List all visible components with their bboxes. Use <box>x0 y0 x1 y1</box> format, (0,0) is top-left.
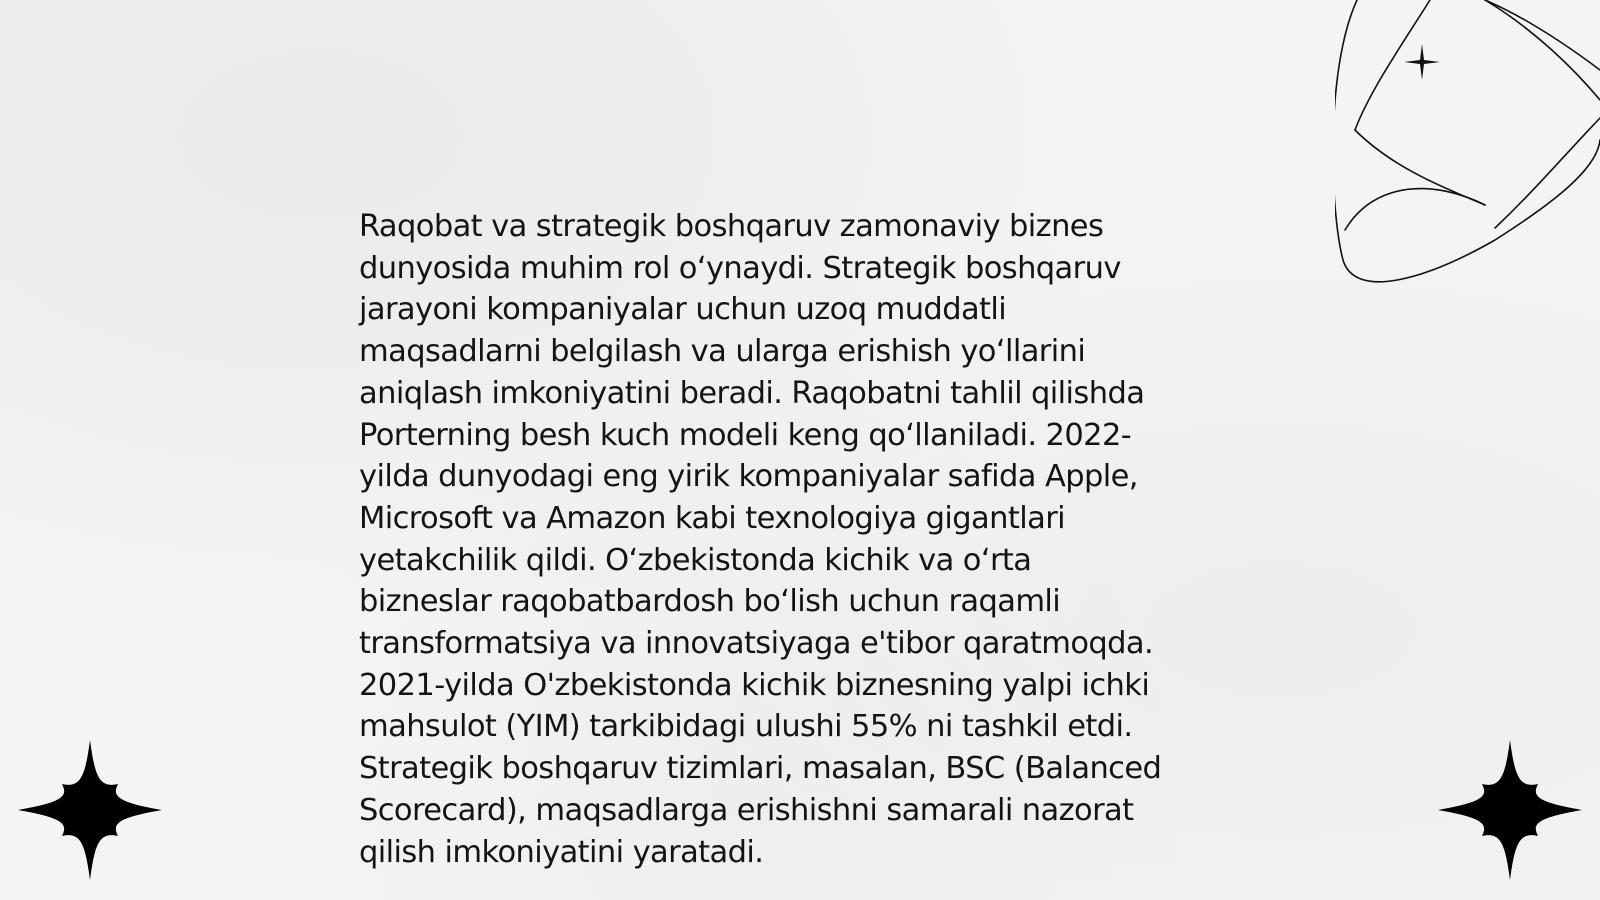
four-point-star-icon <box>1438 740 1582 880</box>
four-point-star-icon <box>18 740 162 880</box>
slide-body-paragraph: Raqobat va strategik boshqaruv zamonaviy biznes dunyosida muhim rol oʻynaydi. Strategik boshqaruv jarayoni kompaniyalar uchun uzoq muddatli maqsadlarni belgilash va ularga erishish yoʻllarini aniqlash imkoniyatini beradi. Raqobatni tahlil qilishda Porterning besh kuch modeli keng qoʻllaniladi. 2022- yilda dunyodagi eng yirik kompaniyalar safida Apple, Microsoft va Amazon kabi texnologiya gigantlari yetakchilik qildi. Oʻzbekistonda kichik va oʻrta bizneslar raqobatbardosh boʻlish uchun raqamli transformatsiya va innovatsiyaga e'tibor qaratmoqda. 2021-yilda O'zbekistonda kichik biznesning yalpi ichki mahsulot (YIM) tarkibidagi ulushi 55% ni tashkil etdi. Strategik boshqaruv tizimlari, masalan, BSC (Balanced Scorecard), maqsadlarga erishishni samarali nazorat qilish imkoniyatini yaratadi. <box>359 209 1162 870</box>
orbit-sparkle-icon <box>1335 0 1600 290</box>
